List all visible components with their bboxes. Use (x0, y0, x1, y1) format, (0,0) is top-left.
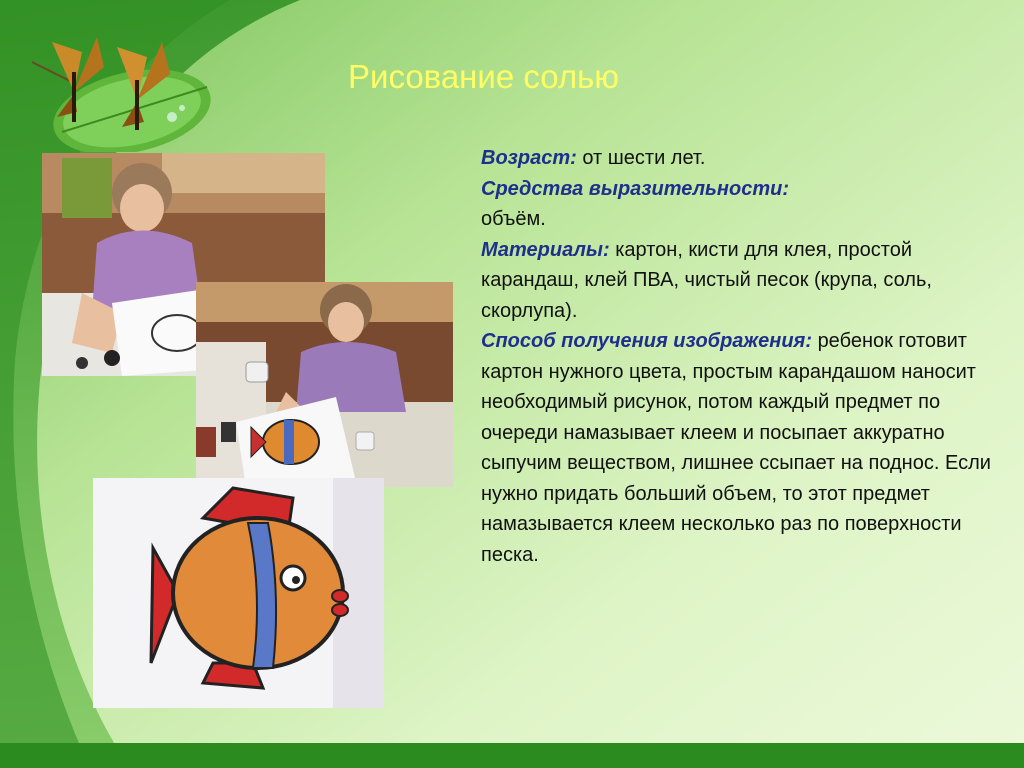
materials-paragraph (481, 235, 1001, 327)
means-label: Средства выразительности: (481, 177, 789, 200)
age-value: от шести лет. (582, 147, 706, 169)
photo-finished-orange-fish-drawing (93, 478, 384, 708)
method-label: Способ получения изображения: (481, 330, 812, 352)
butterflies-on-leaf-logo (22, 22, 212, 152)
age-label: Возраст: (481, 147, 577, 169)
materials-value: картон, кисти для клея, простой карандаш, клей ПВА, чистый песок (крупа, соль, скорлупа). (481, 238, 932, 322)
means-value: объём. (481, 208, 546, 230)
method-paragraph (481, 326, 1001, 570)
photo-girl-gluing-sand-on-fish (196, 282, 453, 487)
means-paragraph (481, 174, 1001, 235)
method-value: ребенок готовит картон нужного цвета, простым карандашом наносит необходимый рисунок, потом каждый предмет по очереди намазывает клеем и посыпает аккуратно сыпучим веществом, лишнее ссыпает на поднос. Если нужно придать больший объем, то этот предмет намазывается клеем несколько раз по поверхности песка. (481, 330, 991, 566)
description-text-block (481, 143, 1001, 570)
bottom-bar (0, 743, 1024, 768)
age-paragraph (481, 143, 1001, 174)
materials-label: Материалы: (481, 238, 610, 261)
slide-title: Рисование солью (348, 58, 620, 95)
